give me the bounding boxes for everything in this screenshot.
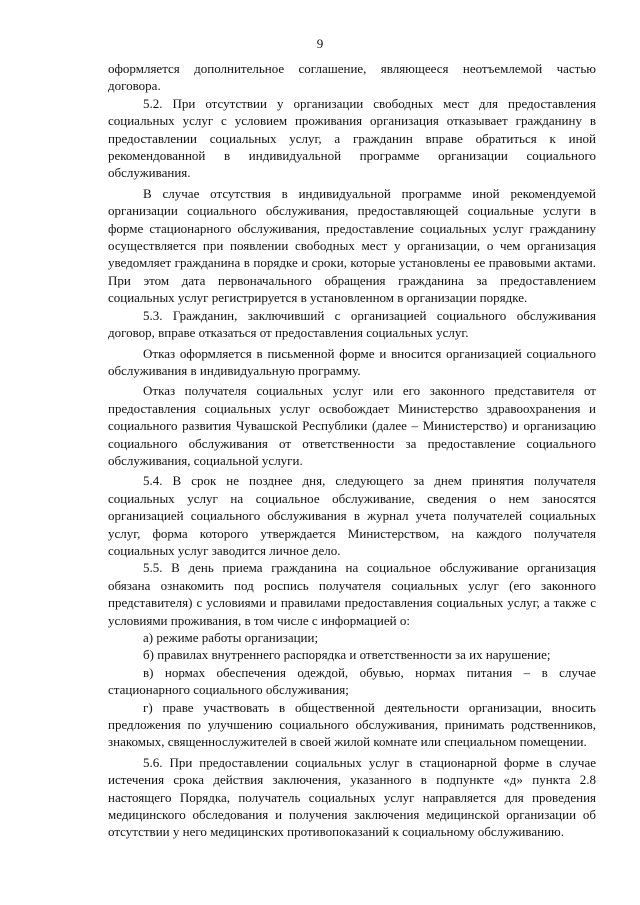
paragraph-contract-continuation: оформляется дополнительное соглашение, являющееся неотъемлемой частью договора. [108, 61, 596, 94]
paragraph-5-5: 5.5. В день приема гражданина на социальное обслуживание организация обязана ознакомить под роспись получателя социальных услуг (его законного представителя) с условиями и правилами предоставления социальных услуг, а также с условиями проживания, в том числе с информацией о: [108, 560, 596, 628]
paragraph-5-3: 5.3. Гражданин, заключивший с организацией социального обслуживания договор, вправе отказаться от предоставления социальных услуг. [108, 307, 596, 341]
document-body [108, 60, 596, 841]
paragraph-refusal-form: Отказ оформляется в письменной форме и вносится организацией социального обслуживания в индивидуальную программу. [108, 345, 596, 378]
paragraph-5-4: 5.4. В срок не позднее дня, следующего за днем принятия получателя социальных услуг на социальное обслуживание, сведения о нем заносятся организацией социального обслуживания в журнал учета получателей социальных услуг, форма которого утверждается Министерством, на каждого получателя социальных услуг заводится личное дело. [108, 473, 596, 558]
list-item-g: г) праве участвовать в общественной деятельности организации, вносить предложения по улучшению социального обслуживания, принимать родственников, знакомых, священнослужителей в своей жилой комнате или специальном помещении. [108, 699, 596, 750]
paragraph-no-recommended-org: В случае отсутствия в индивидуальной программе иной рекомендуемой организации социального обслуживания, предоставляющей социальные услуги в форме стационарного обслуживания, предоставление социальных услуг гражданину осуществляется при появлении свободных мест у организации, о чем организация уведомляет гражданина в порядке и сроки, которые установлены ее правовыми актами. При этом дата первоначального обращения гражданина за предоставлением социальных услуг регистрируется в установленном в организации порядке. [108, 185, 596, 306]
list-item-b: б) правилах внутреннего распорядка и ответственности за их нарушение; [143, 647, 551, 663]
list-item-a: а) режиме работы организации; [143, 630, 319, 645]
list-item-v: в) нормах обеспечения одеждой, обувью, нормах питания – в случае стационарного социального обслуживания; [108, 664, 596, 698]
paragraph-refusal-liability: Отказ получателя социальных услуг или его законного представителя от предоставления социальных услуг освобождает Министерство здравоохранения и социального развития Чувашской Республики (далее – Министерство) и организацию социального обслуживания от ответственности за предоставление социального обслуживания, социальной услуги. [108, 383, 596, 468]
page-number: 9 [316, 36, 324, 51]
paragraph-5-6: 5.6. При предоставлении социальных услуг в стационарной форме в случае истечения срока действия заключения, указанного в подпункте «д» пункта 2.8 настоящего Порядка, получатель социальных услуг направляется для проведения медицинского обследования и получения заключения медицинской организации об отсутствии у него медицинских противопоказаний к социальному обслуживанию. [108, 754, 596, 840]
paragraph-5-2: 5.2. При отсутствии у организации свободных мест для предоставления социальных услуг с условием проживания организация отказывает гражданину в предоставлении социальных услуг, а гражданин вправе обратиться к иной рекомендованной в индивидуальной программе организации социального обслуживания. [108, 95, 596, 181]
